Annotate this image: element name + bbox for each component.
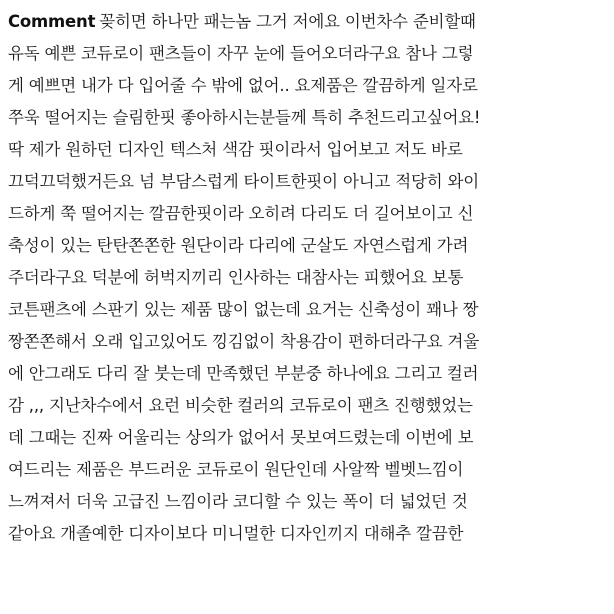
- comment-line-1: [8, 6, 608, 38]
- comment-line-12: 에 안그래도 다리 잘 붓는데 만족했던 부분중 하나에요 그리고 컬러: [8, 364, 479, 383]
- comment-line-11: 짱쫀쫀해서 오래 입고있어도 낑김없이 착용감이 편하더라구요 겨울: [8, 332, 479, 351]
- comment-line-3: 게 예쁘면 내가 다 입어줄 수 밖에 없어.. 요제품은 깔끔하게 일자로: [8, 76, 478, 95]
- comment-line-10: 코튼팬츠에 스판기 있는 제품 많이 없는데 요거는 신축성이 꽤나 짱: [8, 300, 479, 319]
- comment-text: [8, 6, 608, 543]
- comment-text-line: 꽂히면 하나만 패는놈 그거 저에요 이번차수 준비할때: [99, 12, 476, 31]
- comment-line-6: 끄덕끄덕했거든요 넘 부담스럽게 타이트한핏이 아니고 적당히 와이: [8, 172, 479, 191]
- comment-line-14: 데 그때는 진짜 어울리는 상의가 없어서 못보여드렸는데 이번에 보: [8, 428, 474, 447]
- comment-line-7: 드하게 쭉 떨어지는 깔끔한핏이라 오히려 다리도 더 길어보이고 신: [8, 204, 474, 223]
- comment-line-17-cut: 같아요 개졸예한 디자이보다 미니멀한 디자인끼지 대해추 깔끔한: [8, 524, 464, 543]
- comment-line-16: 느껴져서 더욱 고급진 느낌이라 코디할 수 있는 폭이 더 넓었던 것: [8, 492, 468, 511]
- comment-line-13: 감 ,,, 지난차수에서 요런 비슷한 컬러의 코듀로이 팬츠 진행했었는: [8, 396, 473, 415]
- comment-line-2: 유독 예쁜 코듀로이 팬츠들이 자꾸 눈에 들어오더라구요 참나 그렇: [8, 44, 474, 63]
- comment-line-9: 주더라구요 덕분에 허벅지끼리 인사하는 대참사는 피했어요 보통: [8, 268, 464, 287]
- comment-line-5: 딱 제가 원하던 디자인 텍스처 색감 핏이라서 입어보고 저도 바로: [8, 140, 463, 159]
- comment-label: Comment: [8, 12, 96, 31]
- comment-line-15: 여드리는 제품은 부드러운 코듀로이 원단인데 사알짝 벨벳느낌이: [8, 460, 464, 479]
- comment-line-8: 축성이 있는 탄탄쫀쫀한 원단이라 다리에 군살도 자연스럽게 가려: [8, 236, 469, 255]
- comment-line-4: 쭈욱 떨어지는 슬림한핏 좋아하시는분들께 특히 추천드리고싶어요!: [8, 108, 481, 127]
